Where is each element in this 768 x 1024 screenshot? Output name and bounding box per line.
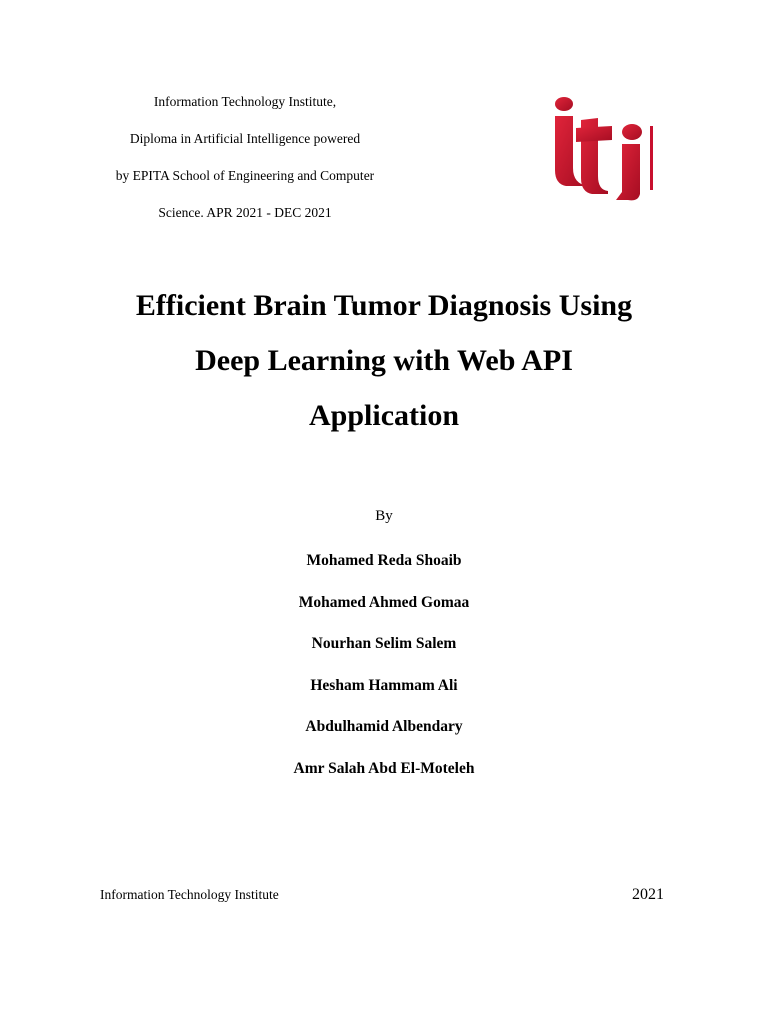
title-line-3: Application [308, 399, 460, 432]
header-line-institute: Information Technology Institute, [153, 94, 337, 109]
author-name: Mohamed Ahmed Gomaa [298, 593, 470, 611]
iti-logo-icon [552, 96, 656, 202]
header-line-school: by EPITA School of Engineering and Computer [115, 168, 375, 183]
institute-header [60, 88, 430, 236]
document-title [60, 278, 708, 443]
author-name: Mohamed Reda Shoaib [306, 552, 462, 569]
footer-year: 2021 [632, 886, 664, 903]
title-line-1: Efficient Brain Tumor Diagnosis Using [135, 289, 633, 322]
author-name: Hesham Hammam Ali [310, 676, 458, 694]
author-list [0, 549, 768, 799]
header-line-dates: Science. APR 2021 - DEC 2021 [158, 205, 332, 220]
title-line-2: Deep Learning with Web API [195, 344, 573, 377]
footer-institute: Information Technology Institute [100, 887, 279, 902]
byline: By [375, 508, 393, 524]
author-name: Amr Salah Abd El-Moteleh [293, 759, 475, 777]
header-line-diploma: Diploma in Artificial Intelligence powered [129, 131, 361, 146]
author-name: Abdulhamid Albendary [305, 718, 463, 736]
author-name: Nourhan Selim Salem [311, 635, 457, 653]
